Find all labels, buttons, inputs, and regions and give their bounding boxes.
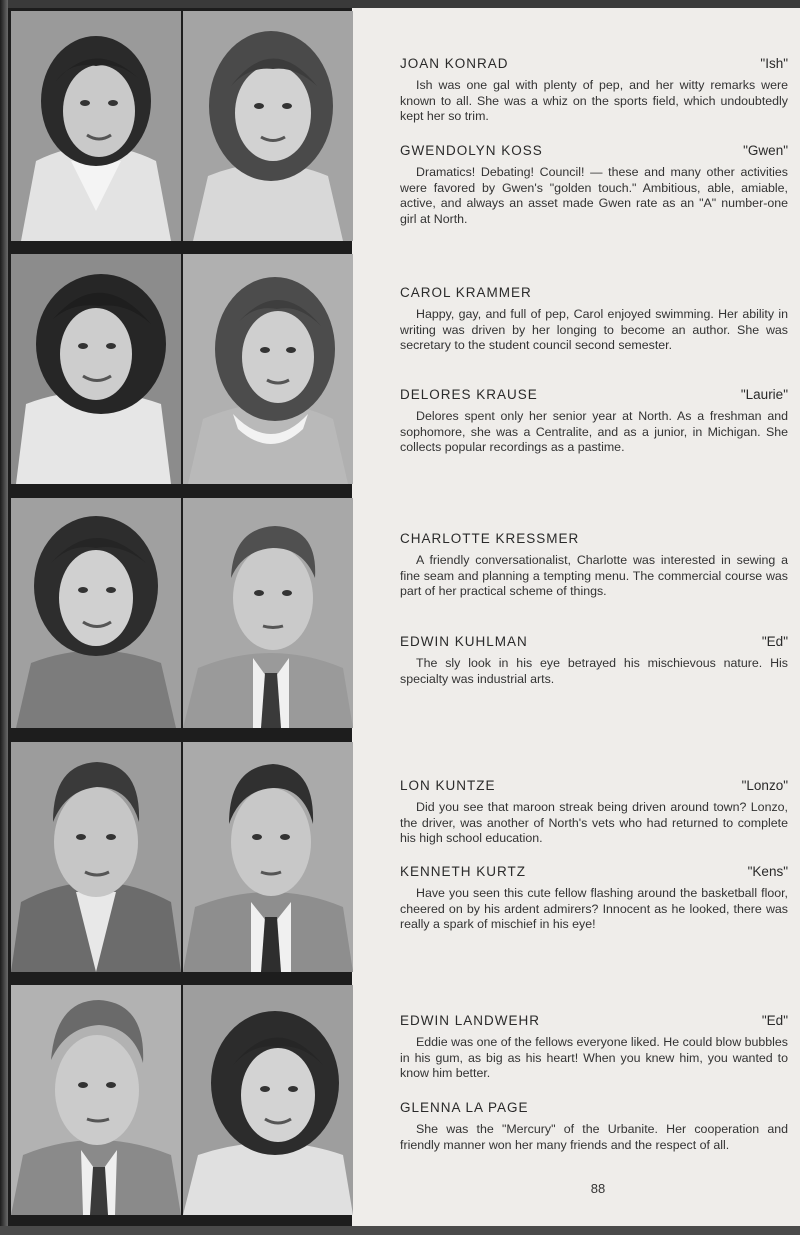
entry-gwendolyn-koss (400, 143, 788, 227)
student-description: Did you see that maroon streak being driven around town? Lonzo, the driver, was another of North's vets who had returned to complete his high school education. (400, 800, 788, 845)
student-nickname: "Ed" (761, 1013, 788, 1028)
portrait-photo (183, 742, 353, 972)
entry-delores-krause (400, 387, 788, 456)
student-description: She was the "Mercury" of the Urbanite. Her cooperation and friendly manner won her many friends and the respect of all. (400, 1122, 788, 1152)
portrait-photo (183, 985, 353, 1215)
student-name: GWENDOLYN KOSS (400, 143, 543, 158)
student-description: The sly look in his eye betrayed his mischievous nature. His specialty was industrial arts. (400, 656, 788, 686)
portrait-photo (11, 254, 181, 484)
student-nickname: "Laurie" (740, 387, 788, 402)
entry-glenna-la-page (400, 1100, 788, 1153)
portrait-photo (11, 742, 181, 972)
student-name: LON KUNTZE (400, 778, 496, 793)
entry-edwin-landwehr (400, 1013, 788, 1082)
entry-carol-krammer (400, 285, 788, 354)
student-name: JOAN KONRAD (400, 56, 509, 71)
student-name: GLENNA LA PAGE (400, 1100, 529, 1115)
student-name: EDWIN KUHLMAN (400, 634, 528, 649)
student-name: DELORES KRAUSE (400, 387, 538, 402)
entry-lon-kuntze (400, 778, 788, 847)
entry-joan-konrad (400, 56, 788, 125)
student-description: Ish was one gal with plenty of pep, and her witty remarks were known to all. She was a whiz on the sports field, which undoubtedly kept her so trim. (400, 78, 788, 123)
student-name: CHARLOTTE KRESSMER (400, 531, 580, 546)
student-nickname: "Kens" (747, 864, 788, 879)
student-description: Dramatics! Debating! Council! — these and many other activities were favored by Gwen's "golden touch." Ambitious, able, amiable, active, and always an asset made Gwen rate as an "A" number-one girl at North. (400, 165, 788, 226)
student-description: Have you seen this cute fellow flashing around the basketball floor, cheered on by his ardent admirers? Innocent as he looked, there was really a spark of mischief in his eye! (400, 886, 788, 931)
student-nickname: "Lonzo" (741, 778, 788, 793)
portrait-photo (183, 11, 353, 241)
student-description: Delores spent only her senior year at North. As a freshman and sophomore, she was a Centralite, and as a junior, in Michigan. She collects popular recordings as a pastime. (400, 409, 788, 454)
portrait-photo (11, 11, 181, 241)
biography-column (400, 0, 788, 1226)
bottom-edge (0, 1226, 800, 1235)
student-description: A friendly conversationalist, Charlotte was interested in sewing a fine seam and planning a tempting menu. The commercial course was part of her practical scheme of things. (400, 553, 788, 598)
page-number: 88 (590, 1181, 606, 1196)
portrait-photo (11, 985, 181, 1215)
portrait-photo (183, 254, 353, 484)
portrait-photo (183, 498, 353, 728)
student-description: Happy, gay, and full of pep, Carol enjoyed swimming. Her ability in writing was driven by her longing to become an author. She was secretary to the student council second semester. (400, 307, 788, 352)
student-nickname: "Ed" (761, 634, 788, 649)
student-nickname: "Gwen" (743, 143, 788, 158)
student-name: KENNETH KURTZ (400, 864, 527, 879)
student-description: Eddie was one of the fellows everyone liked. He could blow bubbles in his gum, as big as his heart! When you knew him, you wanted to know him better. (400, 1035, 788, 1080)
entry-edwin-kuhlman (400, 634, 788, 687)
student-nickname: "Ish" (760, 56, 788, 71)
student-name: EDWIN LANDWEHR (400, 1013, 541, 1028)
entry-kenneth-kurtz (400, 864, 788, 933)
portrait-column (8, 8, 352, 1226)
book-spine (0, 0, 8, 1235)
entry-charlotte-kressmer (400, 531, 788, 600)
student-name: CAROL KRAMMER (400, 285, 532, 300)
portrait-photo (11, 498, 181, 728)
